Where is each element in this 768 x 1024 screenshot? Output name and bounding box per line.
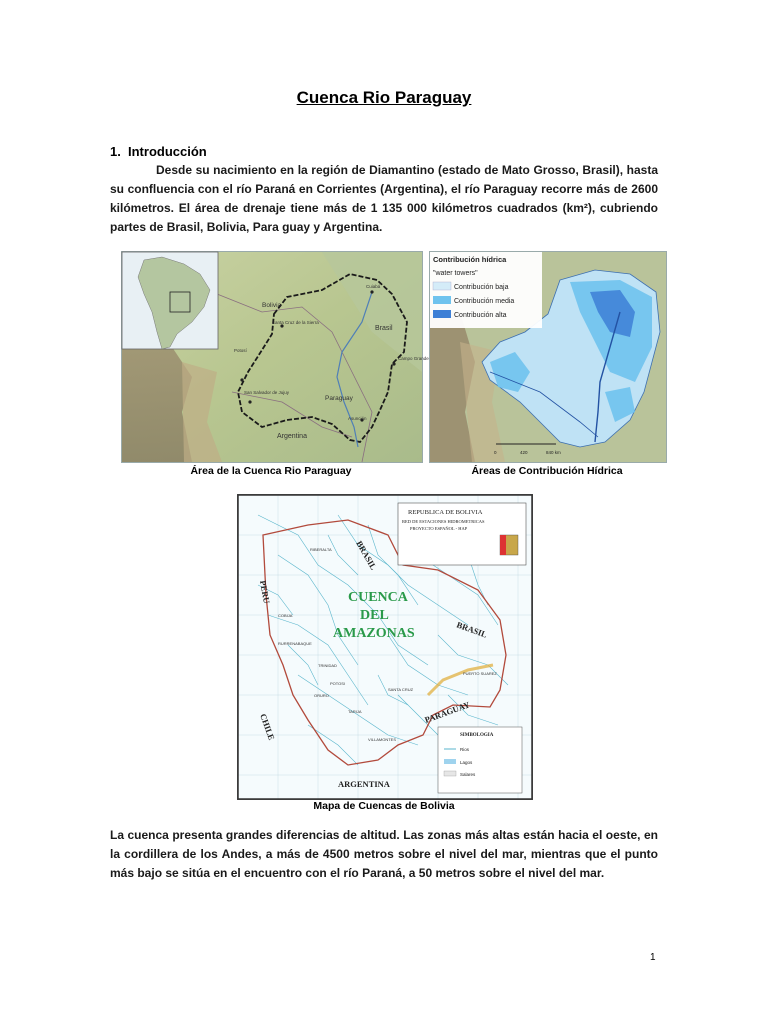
figure-basin-area-map bbox=[121, 251, 429, 463]
intro-paragraph: Desde su nacimiento en la región de Diamantino (estado de Mato Grosso, Brasil), hasta su confluencia con el río Paraná en Corrientes (Argentina), el río Paraguay recorre más de 2600 kilómetros. El área de drenaje tiene más de 1 135 000 kilómetros cuadrados (km²), cubriendo partes de Brasil, Bolivia, Para guay y Argentina. bbox=[110, 163, 658, 234]
country-label-argentina: ARGENTINA bbox=[338, 779, 390, 789]
map3-legend-swatch-salares bbox=[444, 771, 456, 776]
bolivia-flag-icon bbox=[500, 535, 506, 555]
legend-swatch-medium bbox=[433, 296, 451, 304]
legend-item-medium: Contribución media bbox=[454, 298, 515, 305]
map3-legend-swatch-lagos bbox=[444, 759, 456, 764]
place-cobija: COBIJA bbox=[278, 613, 293, 618]
scale-mid: 420 bbox=[520, 450, 528, 455]
map3-legend-rios: Rios bbox=[460, 747, 470, 752]
place-villamontes: VILLAMONTES bbox=[368, 737, 397, 742]
place-trinidad: TRINIDAD bbox=[318, 663, 337, 668]
place-puerto-suarez: PUERTO SUAREZ bbox=[463, 671, 497, 676]
legend-swatch-high bbox=[433, 310, 451, 318]
map3-legend-title: SIMBOLOGIA bbox=[460, 733, 494, 738]
legend-subtitle: "water towers" bbox=[433, 270, 478, 277]
map3-legend-salares: Salares bbox=[460, 772, 476, 777]
place-oruro: ORURO bbox=[314, 693, 329, 698]
country-label-brasil-top: BRASIL bbox=[354, 539, 379, 572]
figure-bolivia-basins-map bbox=[237, 494, 533, 800]
place-riberalta: RIBERALTA bbox=[310, 547, 332, 552]
label-paraguay: Paraguay bbox=[325, 395, 353, 402]
map3-header-line2: RED DE ESTACIONES HIDROMETRICAS bbox=[402, 519, 485, 524]
place-potosi: POTOSI bbox=[330, 681, 346, 686]
section-number: 1. bbox=[110, 144, 121, 159]
label-brasil: Brasil bbox=[375, 325, 393, 332]
place-rurrenabaque: RURRENABAQUE bbox=[278, 641, 312, 646]
label-asuncion: Asunción bbox=[348, 416, 367, 421]
label-cuiaba: Cuiabá bbox=[366, 284, 381, 289]
caption-basin-area-map: Área de la Cuenca Rio Paraguay bbox=[190, 465, 352, 477]
basin-label-line1: CUENCA bbox=[348, 590, 408, 605]
map3-legend-lagos: Lagos bbox=[460, 760, 473, 765]
place-santa-cruz: SANTA CRUZ bbox=[388, 687, 414, 692]
document-title: Cuenca Rio Paraguay bbox=[296, 88, 472, 107]
legend-item-low: Contribución baja bbox=[454, 284, 509, 291]
scale-zero: 0 bbox=[494, 450, 497, 455]
label-potosi: Potosí bbox=[234, 348, 247, 353]
basin-label-line2: DEL bbox=[360, 608, 389, 623]
label-bolivia: Bolivia bbox=[262, 302, 282, 309]
scale-end: 840 km bbox=[546, 450, 561, 455]
altitude-paragraph: La cuenca presenta grandes diferencias de altitud. Las zonas más altas están hacia el oeste, en la cordillera de los Andes, a más de 4500 metros sobre el nivel del mar, mientras que el punto más bajo se sitúa en el encuentro con el río Paraná, a 50 metros sobre el nivel del mar. bbox=[110, 828, 658, 880]
map3-header-line1: REPUBLICA DE BOLIVIA bbox=[408, 509, 483, 516]
country-label-brasil-right: BRASIL bbox=[455, 619, 489, 640]
section-heading-text: Introducción bbox=[128, 144, 207, 159]
basin-label-line3: AMAZONAS bbox=[333, 626, 415, 641]
country-label-peru: PERU bbox=[258, 579, 272, 605]
country-label-chile: CHILE bbox=[258, 712, 277, 742]
label-san-salvador: San Salvador de Jujuy bbox=[244, 390, 290, 395]
country-label-paraguay: PARAGUAY bbox=[423, 699, 472, 725]
label-santa-cruz: Santa Cruz de la Sierra bbox=[272, 320, 319, 325]
caption-bolivia-basins-map: Mapa de Cuencas de Bolivia bbox=[313, 800, 455, 812]
section-heading bbox=[110, 144, 207, 159]
legend-swatch-low bbox=[433, 282, 451, 290]
legend-title: Contribución hídrica bbox=[433, 255, 507, 264]
figure-water-contribution-map bbox=[429, 251, 667, 463]
legend-item-high: Contribución alta bbox=[454, 312, 507, 319]
map3-header-line3: PROYECTO ESPAÑOL - HAP bbox=[410, 526, 468, 531]
place-tarija: TARIJA bbox=[348, 709, 362, 714]
label-campo-grande: Campo Grande bbox=[398, 356, 429, 361]
label-argentina: Argentina bbox=[277, 433, 307, 440]
page-number: 1 bbox=[650, 952, 656, 963]
caption-water-contribution-map: Áreas de Contribución Hídrica bbox=[471, 465, 623, 477]
